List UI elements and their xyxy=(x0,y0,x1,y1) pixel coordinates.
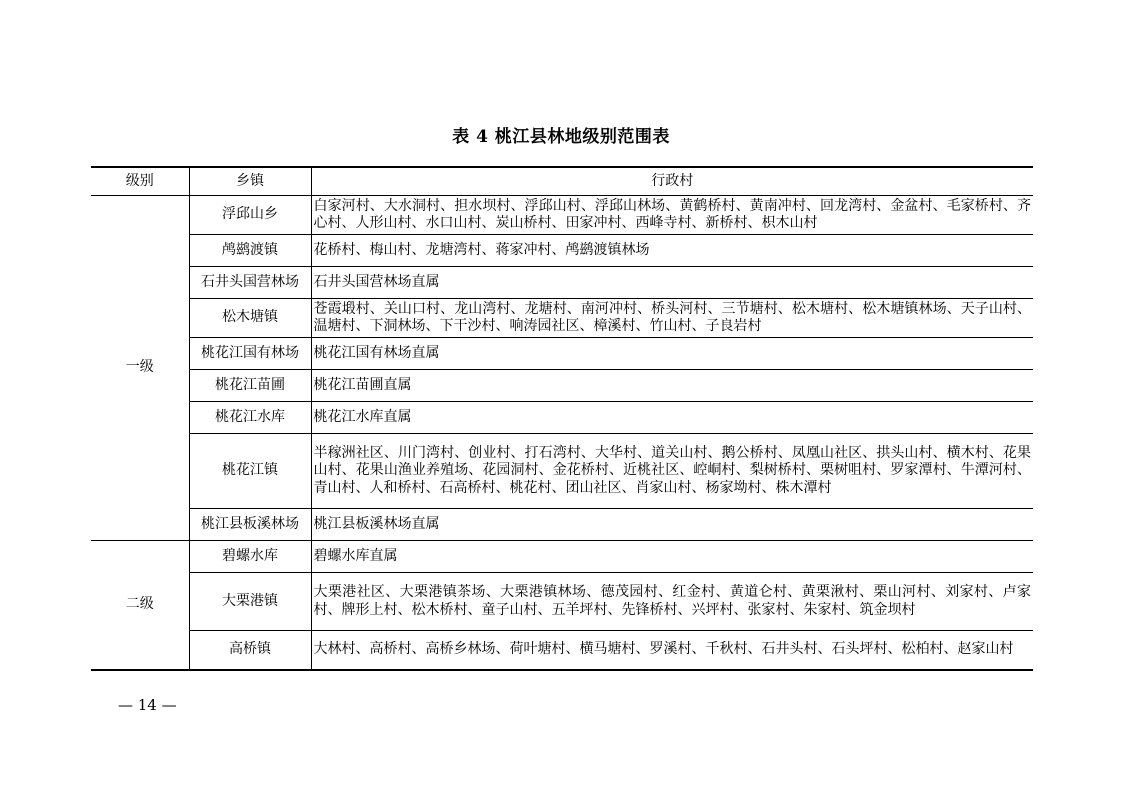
town-cell: 桃花江苗圃 xyxy=(189,370,311,402)
table-header-row xyxy=(91,167,1033,196)
town-cell: 鸬鹚渡镇 xyxy=(189,235,311,267)
villages-cell: 石井头国营林场直属 xyxy=(311,267,1033,299)
table-row xyxy=(91,299,1033,338)
villages-cell: 大栗港社区、大栗港镇茶场、大栗港镇林场、德茂园村、红金村、黄道仑村、黄栗湫村、栗山河村、刘家村、卢家村、牌形上村、松木桥村、童子山村、五羊坪村、先锋桥村、兴坪村、张家村、朱家村、筑金坝村 xyxy=(311,573,1033,631)
table-row xyxy=(91,631,1033,671)
table-row xyxy=(91,541,1033,573)
town-cell: 碧螺水库 xyxy=(189,541,311,573)
villages-cell: 白家河村、大水洞村、担水坝村、浮邱山村、浮邱山林场、黄鹤桥村、黄南冲村、回龙湾村、金盆村、毛家桥村、齐心村、人形山村、水口山村、炭山桥村、田家冲村、西峰寺村、新桥村、枳木山村 xyxy=(311,196,1033,235)
villages-cell: 桃花江国有林场直属 xyxy=(311,338,1033,370)
level-cell: 一级 xyxy=(91,196,189,541)
header-villages: 行政村 xyxy=(311,167,1033,196)
table-row xyxy=(91,338,1033,370)
table-row xyxy=(91,434,1033,509)
page-number: — 14 — xyxy=(118,696,177,714)
header-town: 乡镇 xyxy=(189,167,311,196)
town-cell: 高桥镇 xyxy=(189,631,311,671)
town-cell: 松木塘镇 xyxy=(189,299,311,338)
table-row xyxy=(91,235,1033,267)
villages-cell: 苍霞塅村、关山口村、龙山湾村、龙塘村、南河冲村、桥头河村、三节塘村、松木塘村、松木塘镇林场、天子山村、温塘村、下洞林场、下干沙村、响涛园社区、樟溪村、竹山村、子良岩村 xyxy=(311,299,1033,338)
villages-cell: 桃江县板溪林场直属 xyxy=(311,509,1033,541)
town-cell: 桃花江水库 xyxy=(189,402,311,434)
town-cell: 桃江县板溪林场 xyxy=(189,509,311,541)
villages-cell: 桃花江苗圃直属 xyxy=(311,370,1033,402)
header-level: 级别 xyxy=(91,167,189,196)
town-cell: 桃花江国有林场 xyxy=(189,338,311,370)
town-cell: 浮邱山乡 xyxy=(189,196,311,235)
table-row xyxy=(91,267,1033,299)
town-cell: 石井头国营林场 xyxy=(189,267,311,299)
forest-level-table xyxy=(91,166,1033,671)
villages-cell: 花桥村、梅山村、龙塘湾村、蒋家冲村、鸬鹚渡镇林场 xyxy=(311,235,1033,267)
table-row xyxy=(91,573,1033,631)
town-cell: 桃花江镇 xyxy=(189,434,311,509)
table-row xyxy=(91,370,1033,402)
table-title: 表 4 桃江县林地级别范围表 xyxy=(452,127,670,147)
table-row xyxy=(91,196,1033,235)
villages-cell: 碧螺水库直属 xyxy=(311,541,1033,573)
level-cell: 二级 xyxy=(91,541,189,671)
villages-cell: 大林村、高桥村、高桥乡林场、荷叶塘村、横马塘村、罗溪村、千秋村、石井头村、石头坪村、松柏村、赵家山村 xyxy=(311,631,1033,671)
table-row xyxy=(91,402,1033,434)
table-row xyxy=(91,509,1033,541)
town-cell: 大栗港镇 xyxy=(189,573,311,631)
villages-cell: 桃花江水库直属 xyxy=(311,402,1033,434)
villages-cell: 半稼洲社区、川门湾村、创业村、打石湾村、大华村、道关山村、鹅公桥村、凤凰山社区、拱头山村、横木村、花果山村、花果山渔业养殖场、花园洞村、金花桥村、近桃社区、崆峒村、梨树桥村、栗树咀村、罗家潭村、牛潭河村、青山村、人和桥村、石高桥村、桃花村、团山社区、肖家山村、杨家坳村、株木潭村 xyxy=(311,434,1033,509)
